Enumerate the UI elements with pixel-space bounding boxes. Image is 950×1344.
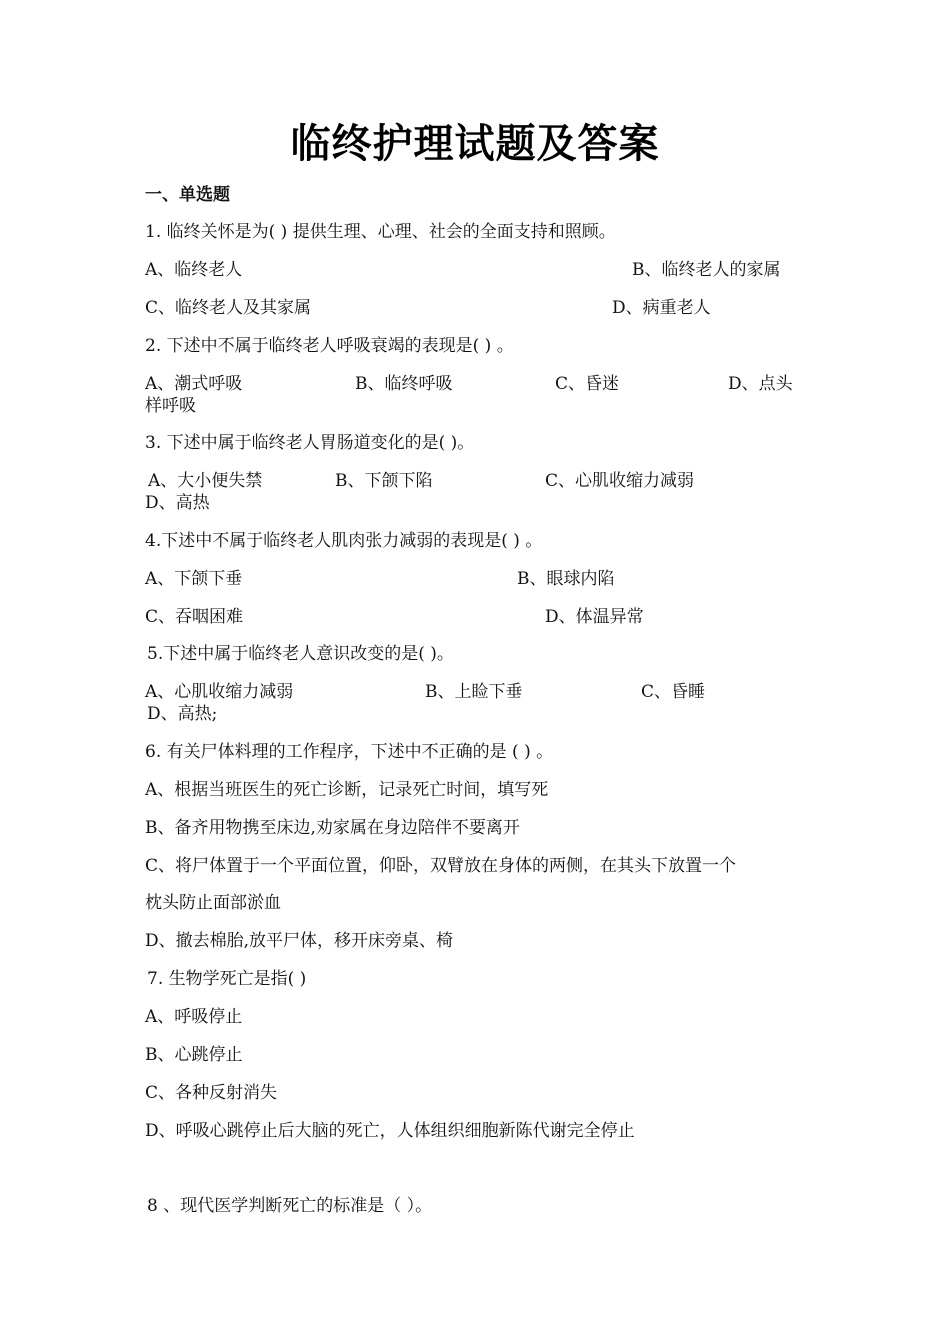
- section-heading: 一、单选题: [145, 185, 230, 205]
- q2-option-a: A、潮式呼吸: [145, 374, 243, 394]
- q4-option-c: C、吞咽困难: [145, 607, 244, 627]
- q5-option-c: C、昏睡: [641, 682, 706, 702]
- question-7: 7. 生物学死亡是指( ): [147, 969, 307, 989]
- q7-option-b: B、心跳停止: [145, 1045, 243, 1065]
- q3-option-a: A、大小便失禁: [148, 471, 263, 491]
- q2-option-d-wrap: 样呼吸: [145, 396, 196, 416]
- question-6: 6. 有关尸体料理的工作程序，下述中不正确的是 ( ) 。: [145, 742, 554, 762]
- page-title: 临终护理试题及答案: [290, 121, 660, 167]
- question-2: 2. 下述中不属于临终老人呼吸衰竭的表现是( ) 。: [145, 336, 514, 356]
- q7-option-c: C、各种反射消失: [145, 1083, 278, 1103]
- question-3: 3. 下述中属于临终老人胃肠道变化的是( )。: [145, 433, 475, 453]
- question-4: 4.下述中不属于临终老人肌肉张力减弱的表现是( ) 。: [145, 531, 543, 551]
- q1-option-a: A、临终老人: [145, 260, 243, 280]
- q6-option-c: C、将尸体置于一个平面位置，仰卧，双臂放在身体的两侧，在其头下放置一个: [145, 856, 737, 876]
- q5-option-b: B、上睑下垂: [425, 682, 523, 702]
- q2-option-c: C、昏迷: [555, 374, 620, 394]
- q4-option-d: D、体温异常: [545, 607, 644, 627]
- q3-option-c: C、心肌收缩力减弱: [545, 471, 695, 491]
- q5-option-d: D、高热;: [147, 704, 218, 724]
- question-8: 8 、现代医学判断死亡的标准是（ ）。: [147, 1196, 433, 1216]
- question-5: 5.下述中属于临终老人意识改变的是( )。: [147, 644, 454, 664]
- q3-option-b: B、下颌下陷: [335, 471, 433, 491]
- q1-option-d: D、病重老人: [612, 298, 711, 318]
- q6-option-b: B、备齐用物携至床边,劝家属在身边陪伴不要离开: [145, 818, 520, 838]
- q6-option-d: D、撤去棉胎,放平尸体，移开床旁桌、椅: [145, 931, 454, 951]
- question-1: 1. 临终关怀是为( ) 提供生理、心理、社会的全面支持和照顾。: [145, 222, 616, 242]
- q7-option-d: D、呼吸心跳停止后大脑的死亡，人体组织细胞新陈代谢完全停止: [145, 1121, 635, 1141]
- q6-option-c-wrap: 枕头防止面部淤血: [145, 893, 281, 913]
- q1-option-b: B、临终老人的家属: [632, 260, 781, 280]
- q4-option-a: A、下颌下垂: [145, 569, 243, 589]
- q3-option-d: D、高热: [145, 493, 210, 513]
- q4-option-b: B、眼球内陷: [517, 569, 615, 589]
- q2-option-d: D、点头: [728, 374, 793, 394]
- q2-option-b: B、临终呼吸: [355, 374, 453, 394]
- q7-option-a: A、呼吸停止: [145, 1007, 243, 1027]
- q5-option-a: A、心肌收缩力减弱: [145, 682, 294, 702]
- q1-option-c: C、临终老人及其家属: [145, 298, 312, 318]
- q6-option-a: A、根据当班医生的死亡诊断，记录死亡时间，填写死: [145, 780, 549, 800]
